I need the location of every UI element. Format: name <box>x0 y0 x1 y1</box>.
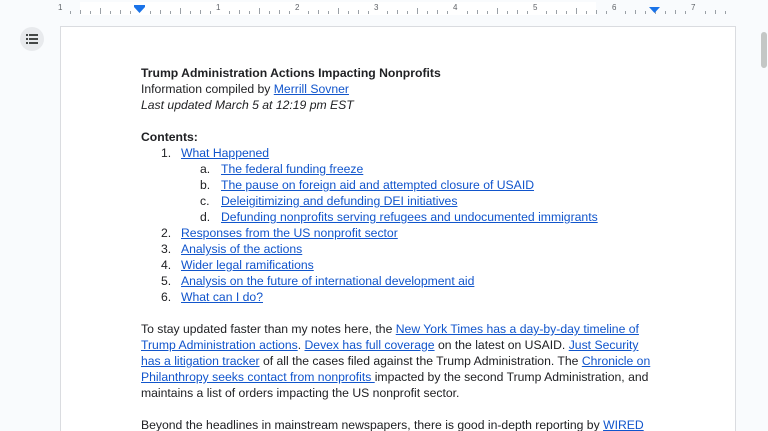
paragraph-text: To stay updated faster than my notes here, the <box>141 322 396 336</box>
toc-link[interactable]: What can I do? <box>181 290 263 304</box>
toc-link[interactable]: Responses from the US nonprofit sector <box>181 226 398 240</box>
toc-item <box>141 273 661 289</box>
ruler-number: 7 <box>691 3 696 12</box>
ruler-number: 3 <box>374 3 379 12</box>
document-outline-button[interactable] <box>20 27 44 51</box>
toc-number: 2. <box>161 226 172 240</box>
paragraph-text: . <box>297 338 305 352</box>
paragraph-text: Beyond the headlines in mainstream newspapers, there is good in-depth reporting by <box>141 418 604 431</box>
toc-subitem <box>141 177 661 193</box>
toc-item <box>141 257 661 273</box>
toc-link[interactable]: Analysis on the future of international development aid <box>181 274 475 288</box>
just-security-link[interactable]: Just Security has a litigation tracker <box>141 338 639 368</box>
ruler-number: 5 <box>533 3 538 12</box>
toc-subitem <box>141 161 661 177</box>
ruler-number: 2 <box>295 3 300 12</box>
document-page[interactable] <box>60 26 736 431</box>
toc-link[interactable]: What Happened <box>181 146 270 160</box>
scrollbar-thumb[interactable] <box>761 32 767 68</box>
wired-link[interactable]: WIRED <box>603 418 644 431</box>
nyt-timeline-link[interactable]: New York Times has a day-by-day timeline of Trump Administration actions <box>141 322 639 352</box>
toc-number: 3. <box>161 242 172 256</box>
paragraph-text: on the latest on USAID. <box>434 338 569 352</box>
toc-link[interactable]: Deleigitimizing and defunding DEI initiatives <box>221 194 458 208</box>
updates-paragraph <box>141 321 651 401</box>
last-updated: Last updated March 5 at 12:19 pm EST <box>141 98 354 112</box>
toc-number: d. <box>200 210 211 224</box>
vertical-scrollbar[interactable] <box>760 18 768 431</box>
toc-number: 6. <box>161 290 172 304</box>
author-link[interactable]: Merrill Sovner <box>273 82 349 96</box>
toc-item <box>141 225 661 241</box>
list-icon <box>26 34 38 44</box>
toc-link[interactable]: Analysis of the actions <box>181 242 303 256</box>
toc-link[interactable]: Defunding nonprofits serving refugees and undocumented immigrants <box>221 210 598 224</box>
toc-link[interactable]: Wider legal ramifications <box>181 258 314 272</box>
toc-item <box>141 241 661 257</box>
toc-subitem <box>141 193 661 209</box>
toc-number: a. <box>200 162 211 176</box>
toc-number: 1. <box>161 146 172 160</box>
contents-heading: Contents: <box>141 130 198 144</box>
reporting-paragraph <box>141 417 651 431</box>
compiled-prefix: Information compiled by <box>141 82 274 96</box>
ruler-number: 4 <box>453 3 458 12</box>
ruler-ticks <box>0 0 768 20</box>
toc-item <box>141 145 661 161</box>
ruler-number: 1 <box>216 3 221 12</box>
toc-subitem <box>141 209 661 225</box>
document-body[interactable] <box>141 65 661 431</box>
toc-number: b. <box>200 178 211 192</box>
chronicle-link[interactable]: Chronicle on Philanthropy seeks contact from nonprofits <box>141 354 651 384</box>
devex-link[interactable]: Devex has full coverage <box>304 338 435 352</box>
horizontal-ruler[interactable] <box>0 0 768 20</box>
ruler-number: 6 <box>612 3 617 12</box>
toc-number: 5. <box>161 274 172 288</box>
left-indent-marker <box>134 5 145 7</box>
paragraph-text: impacted by the second Trump Administration, and maintains a list of orders impacting the US nonprofit sector. <box>141 370 649 400</box>
toc-link[interactable]: The pause on foreign aid and attempted closure of USAID <box>221 178 535 192</box>
document-title: Trump Administration Actions Impacting Nonprofits <box>141 66 441 80</box>
toc-item <box>141 289 661 305</box>
compiled-by-line <box>141 81 661 97</box>
toc-number: 4. <box>161 258 172 272</box>
paragraph-text: of all the cases filed against the Trump Administration. The <box>259 354 582 368</box>
toc-number: c. <box>200 194 210 208</box>
toc-link[interactable]: The federal funding freeze <box>221 162 364 176</box>
right-indent-marker <box>649 7 660 13</box>
ruler-number: 1 <box>58 3 63 12</box>
first-line-indent-marker <box>134 7 145 13</box>
